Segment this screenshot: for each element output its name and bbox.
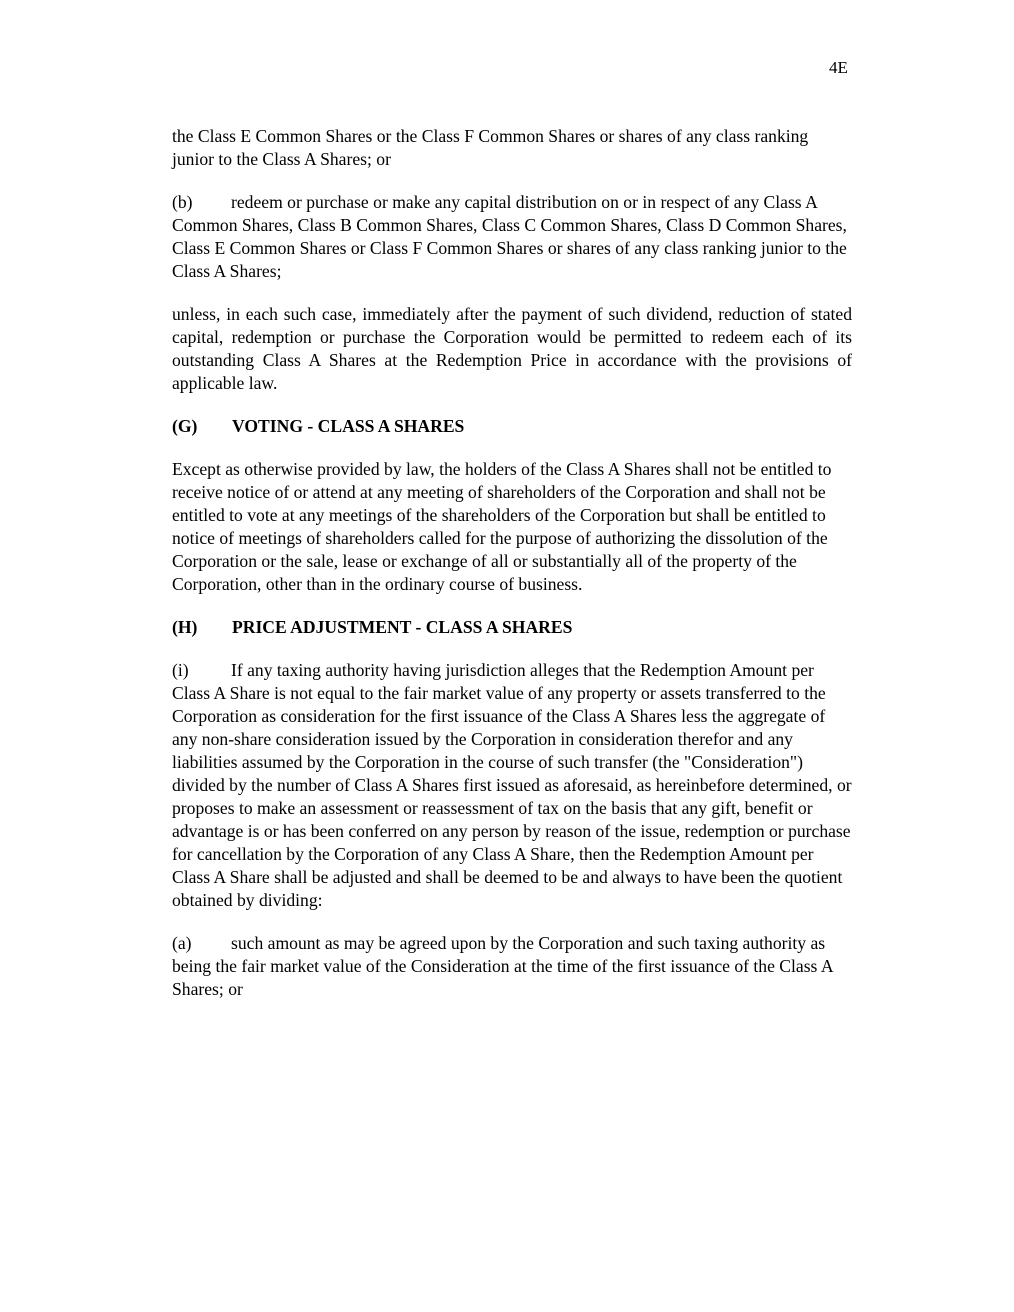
section-title: VOTING - CLASS A SHARES [232, 416, 465, 436]
page-number: 4E [829, 58, 848, 77]
paragraph-text: such amount as may be agreed upon by the Corporation and such taxing authority as being the fair market value of the Consideration at the time of the first issuance of the Class A Shares; or [172, 933, 833, 999]
paragraph-item-b [172, 191, 852, 283]
paragraph-unless-clause [172, 303, 852, 395]
paragraph-text: redeem or purchase or make any capital distribution on or in respect of any Class A Common Shares, Class B Common Shares, Class C Common Shares, Class D Common Shares, Class E Common Shares or Class F Common Shares or shares of any class ranking junior to the Class A Shares; [172, 192, 847, 281]
paragraph-continuation [172, 125, 852, 171]
paragraph-item-a [172, 932, 852, 1001]
section-heading-price-adjustment [172, 616, 852, 639]
section-label: (H) [172, 617, 198, 637]
document-body [172, 125, 852, 1021]
item-label: (i) [172, 660, 189, 680]
section-heading-voting [172, 415, 852, 438]
paragraph-text: the Class E Common Shares or the Class F Common Shares or shares of any class ranking junior to the Class A Shares; or [172, 126, 809, 169]
section-label: (G) [172, 416, 198, 436]
item-label: (a) [172, 933, 192, 953]
paragraph-text: If any taxing authority having jurisdiction alleges that the Redemption Amount per Class A Share is not equal to the fair market value of any property or assets transferred to the Corporation as consideration for the first issuance of the Class A Shares less the aggregate of any non-share consideration issued by the Corporation in consideration therefor and any liabilities assumed by the Corporation in the course of such transfer (the "Consideration") divided by the number of Class A Shares first issued as aforesaid, as hereinbefore determined, or proposes to make an assessment or reassessment of tax on the basis that any gift, benefit or advantage is or has been conferred on any person by reason of the issue, redemption or purchase for cancellation by the Corporation of any Class A Share, then the Redemption Amount per Class A Share shall be adjusted and shall be deemed to be and always to have been the quotient obtained by dividing: [172, 660, 852, 910]
paragraph-item-i [172, 659, 852, 912]
paragraph-text: unless, in each such case, immediately after the payment of such dividend, reduction of stated capital, redemption or purchase the Corporation would be permitted to redeem each of its outstanding Class A Shares at the Redemption Price in accordance with the provisions of applicable law. [172, 304, 852, 393]
item-label: (b) [172, 192, 193, 212]
paragraph-text: Except as otherwise provided by law, the holders of the Class A Shares shall not be entitled to receive notice of or attend at any meeting of shareholders of the Corporation and shall not be entitled to vote at any meetings of the shareholders of the Corporation but shall be entitled to notice of meetings of shareholders called for the purpose of authorizing the dissolution of the Corporation or the sale, lease or exchange of all or substantially all of the property of the Corporation, other than in the ordinary course of business. [172, 459, 832, 594]
paragraph-voting [172, 458, 852, 596]
section-title: PRICE ADJUSTMENT - CLASS A SHARES [232, 617, 573, 637]
